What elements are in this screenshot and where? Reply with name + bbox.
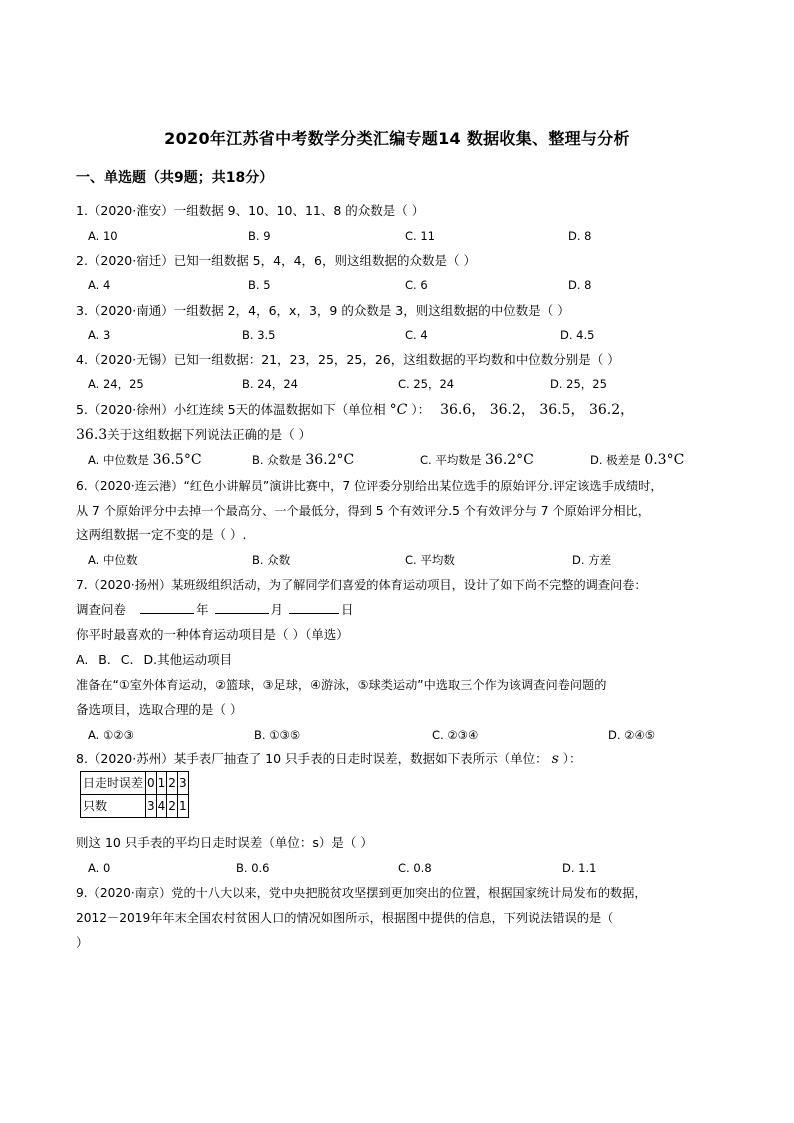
temperature-values: 36.6， 36.2， 36.5， 36.2， [440,402,635,418]
question-3-option-b[interactable]: B. 3.5 [242,328,276,342]
table-row [81,772,189,795]
question-5-option-a[interactable] [88,452,202,468]
question-1-option-c[interactable]: C. 11 [405,229,435,243]
question-7-survey-choices: A. B. C. D.其他运动项目 [76,652,233,667]
year-label: 年 [196,602,209,617]
question-4-option-c[interactable]: C. 25，24 [398,377,455,391]
table-cell: 2 [167,795,178,818]
question-4-option-d[interactable]: D. 25，25 [550,377,607,391]
question-2-option-c[interactable]: C. 6 [405,278,428,292]
question-2-stem: 2.（2020·宿迁）已知一组数据 5，4，4，6，则这组数据的众数是（ ） [76,253,476,268]
option-label: D. 极差是 [590,453,641,467]
question-1-option-b[interactable]: B. 9 [248,229,271,243]
survey-label: 调查问卷 [76,602,127,617]
option-value: 36.2°C [305,452,355,468]
section-heading: 一、单选题（共9题；共18分） [76,170,274,186]
question-6-line-3: 这两组数据一定不变的是（ ）. [76,527,247,542]
question-5-stem-colon: ）： [411,402,431,417]
question-8-option-a[interactable]: A. 0 [88,861,111,875]
question-6-line-2: 从 7 个原始评分中去掉一个最高分、一个最低分，得到 5 个有效评分.5 个有效评分与 7 个原始评分相比， [76,504,650,518]
table-row [81,795,189,818]
month-blank[interactable] [215,601,269,614]
temperature-value-last: 36.3 [76,427,108,443]
day-blank[interactable] [289,601,339,614]
question-7-option-c[interactable]: C. ②③④ [432,728,479,742]
question-7-option-d[interactable]: D. ②④⑤ [608,728,656,742]
page-title: 2020年江苏省中考数学分类汇编专题14 数据收集、整理与分析 [164,129,630,148]
question-8-question: 则这 10 只手表的平均日走时误差（单位：s）是（ ） [76,835,373,850]
question-2-option-d[interactable]: D. 8 [568,278,592,292]
question-7-line-6: 备选项目，选取合理的是（ ） [76,702,243,717]
table-row-header: 只数 [81,795,146,818]
question-8-stem-text: 8.（2020·苏州）某手表厂抽查了 10 只手表的日走时误差，数据如下表所示（单位： [76,751,548,766]
question-9-line-1: 9.（2020·南京）党的十八大以来，党中央把脱贫攻坚摆到更加突出的位置，根据国家统计局发布的数据， [76,886,647,900]
month-label: 月 [270,602,284,617]
question-3-option-a[interactable]: A. 3 [88,328,111,342]
year-blank[interactable] [140,601,194,614]
table-row-header: 日走时误差 [81,772,146,795]
question-8-stem-end: ）： [562,751,582,766]
question-3-option-d[interactable]: D. 4.5 [560,328,595,342]
question-8-option-d[interactable]: D. 1.1 [562,861,597,875]
question-3-option-c[interactable]: C. 4 [405,328,428,342]
question-9-line-2: 2012－2019年年末全国农村贫困人口的情况如图所示，根据图中提供的信息，下列说法错误的是（ [76,911,614,925]
option-value: 36.2°C [485,452,534,468]
question-5-line-2 [76,426,311,444]
question-5-option-c[interactable] [420,452,534,468]
question-3-stem: 3.（2020·南通）一组数据 2，4，6，x，3，9 的众数是 3，则这组数据的中位数是（ ） [76,303,570,318]
question-7-option-a[interactable]: A. ①②③ [88,728,134,742]
table-cell: 1 [177,795,188,818]
question-7-line-1: 7.（2020·扬州）某班级组织活动，为了解同学们喜爱的体育运动项目，设计了如下尚不完整的调查问卷： [76,578,647,592]
question-2-option-a[interactable]: A. 4 [88,278,111,292]
option-label: A. 中位数是 [88,453,149,467]
question-5-stem [76,401,634,419]
table-cell: 1 [156,772,167,795]
table-cell: 0 [146,772,157,795]
question-1-option-a[interactable]: A. 10 [88,229,118,243]
question-5-prompt: 关于这组数据下列说法正确的是（ ） [107,427,312,442]
question-7-option-b[interactable]: B. ①③⑤ [254,728,301,742]
seconds-unit: s [551,751,559,767]
question-9-line-3: ） [76,935,89,950]
question-5-option-d[interactable] [590,452,684,468]
option-label: B. 众数是 [252,453,302,467]
survey-date-line [76,601,354,619]
temperature-unit: °C [389,402,408,418]
table-cell: 4 [156,795,167,818]
table-cell: 2 [167,772,178,795]
question-6-line-1: 6.（2020·连云港）“红色小讲解员”演讲比赛中，7 位评委分别给出某位选手的原始评分.评定该选手成绩时， [76,479,663,493]
question-4-option-b[interactable]: B. 24，24 [242,377,298,391]
question-1-stem: 1.（2020·淮安）一组数据 9、10、10、11、8 的众数是（ ） [76,203,425,218]
option-label: C. 平均数是 [420,453,482,467]
question-6-option-c[interactable]: C. 平均数 [405,553,455,567]
question-5-option-b[interactable] [252,452,354,468]
day-label: 日 [341,602,354,617]
table-cell: 3 [177,772,188,795]
question-1-option-d[interactable]: D. 8 [568,229,592,243]
option-value: 0.3°C [644,452,685,468]
question-6-option-d[interactable]: D. 方差 [572,553,612,567]
error-table [80,771,189,818]
question-2-option-b[interactable]: B. 5 [248,278,271,292]
question-7-line-3: 你平时最喜欢的一种体育运动项目是（ ）（单选） [76,627,349,642]
question-8-option-c[interactable]: C. 0.8 [398,861,432,875]
question-4-stem: 4.（2020·无锡）已知一组数据：21，23，25，25，26，这组数据的平均数和中位数分别是（ ） [76,352,620,367]
question-5-stem-text: 5.（2020·徐州）小红连续 5天的体温数据如下（单位相 [76,402,386,417]
question-6-option-b[interactable]: B. 众数 [252,553,291,567]
question-7-line-5: 准备在“①室外体育运动，②篮球，③足球，④游泳，⑤球类运动”中选取三个作为该调查问卷问题的 [76,678,607,692]
table-cell: 3 [146,795,157,818]
question-4-option-a[interactable]: A. 24，25 [88,377,144,391]
option-value: 36.5°C [152,452,202,468]
question-8-stem [76,750,582,768]
question-6-option-a[interactable]: A. 中位数 [88,553,138,567]
question-8-option-b[interactable]: B. 0.6 [236,861,270,875]
